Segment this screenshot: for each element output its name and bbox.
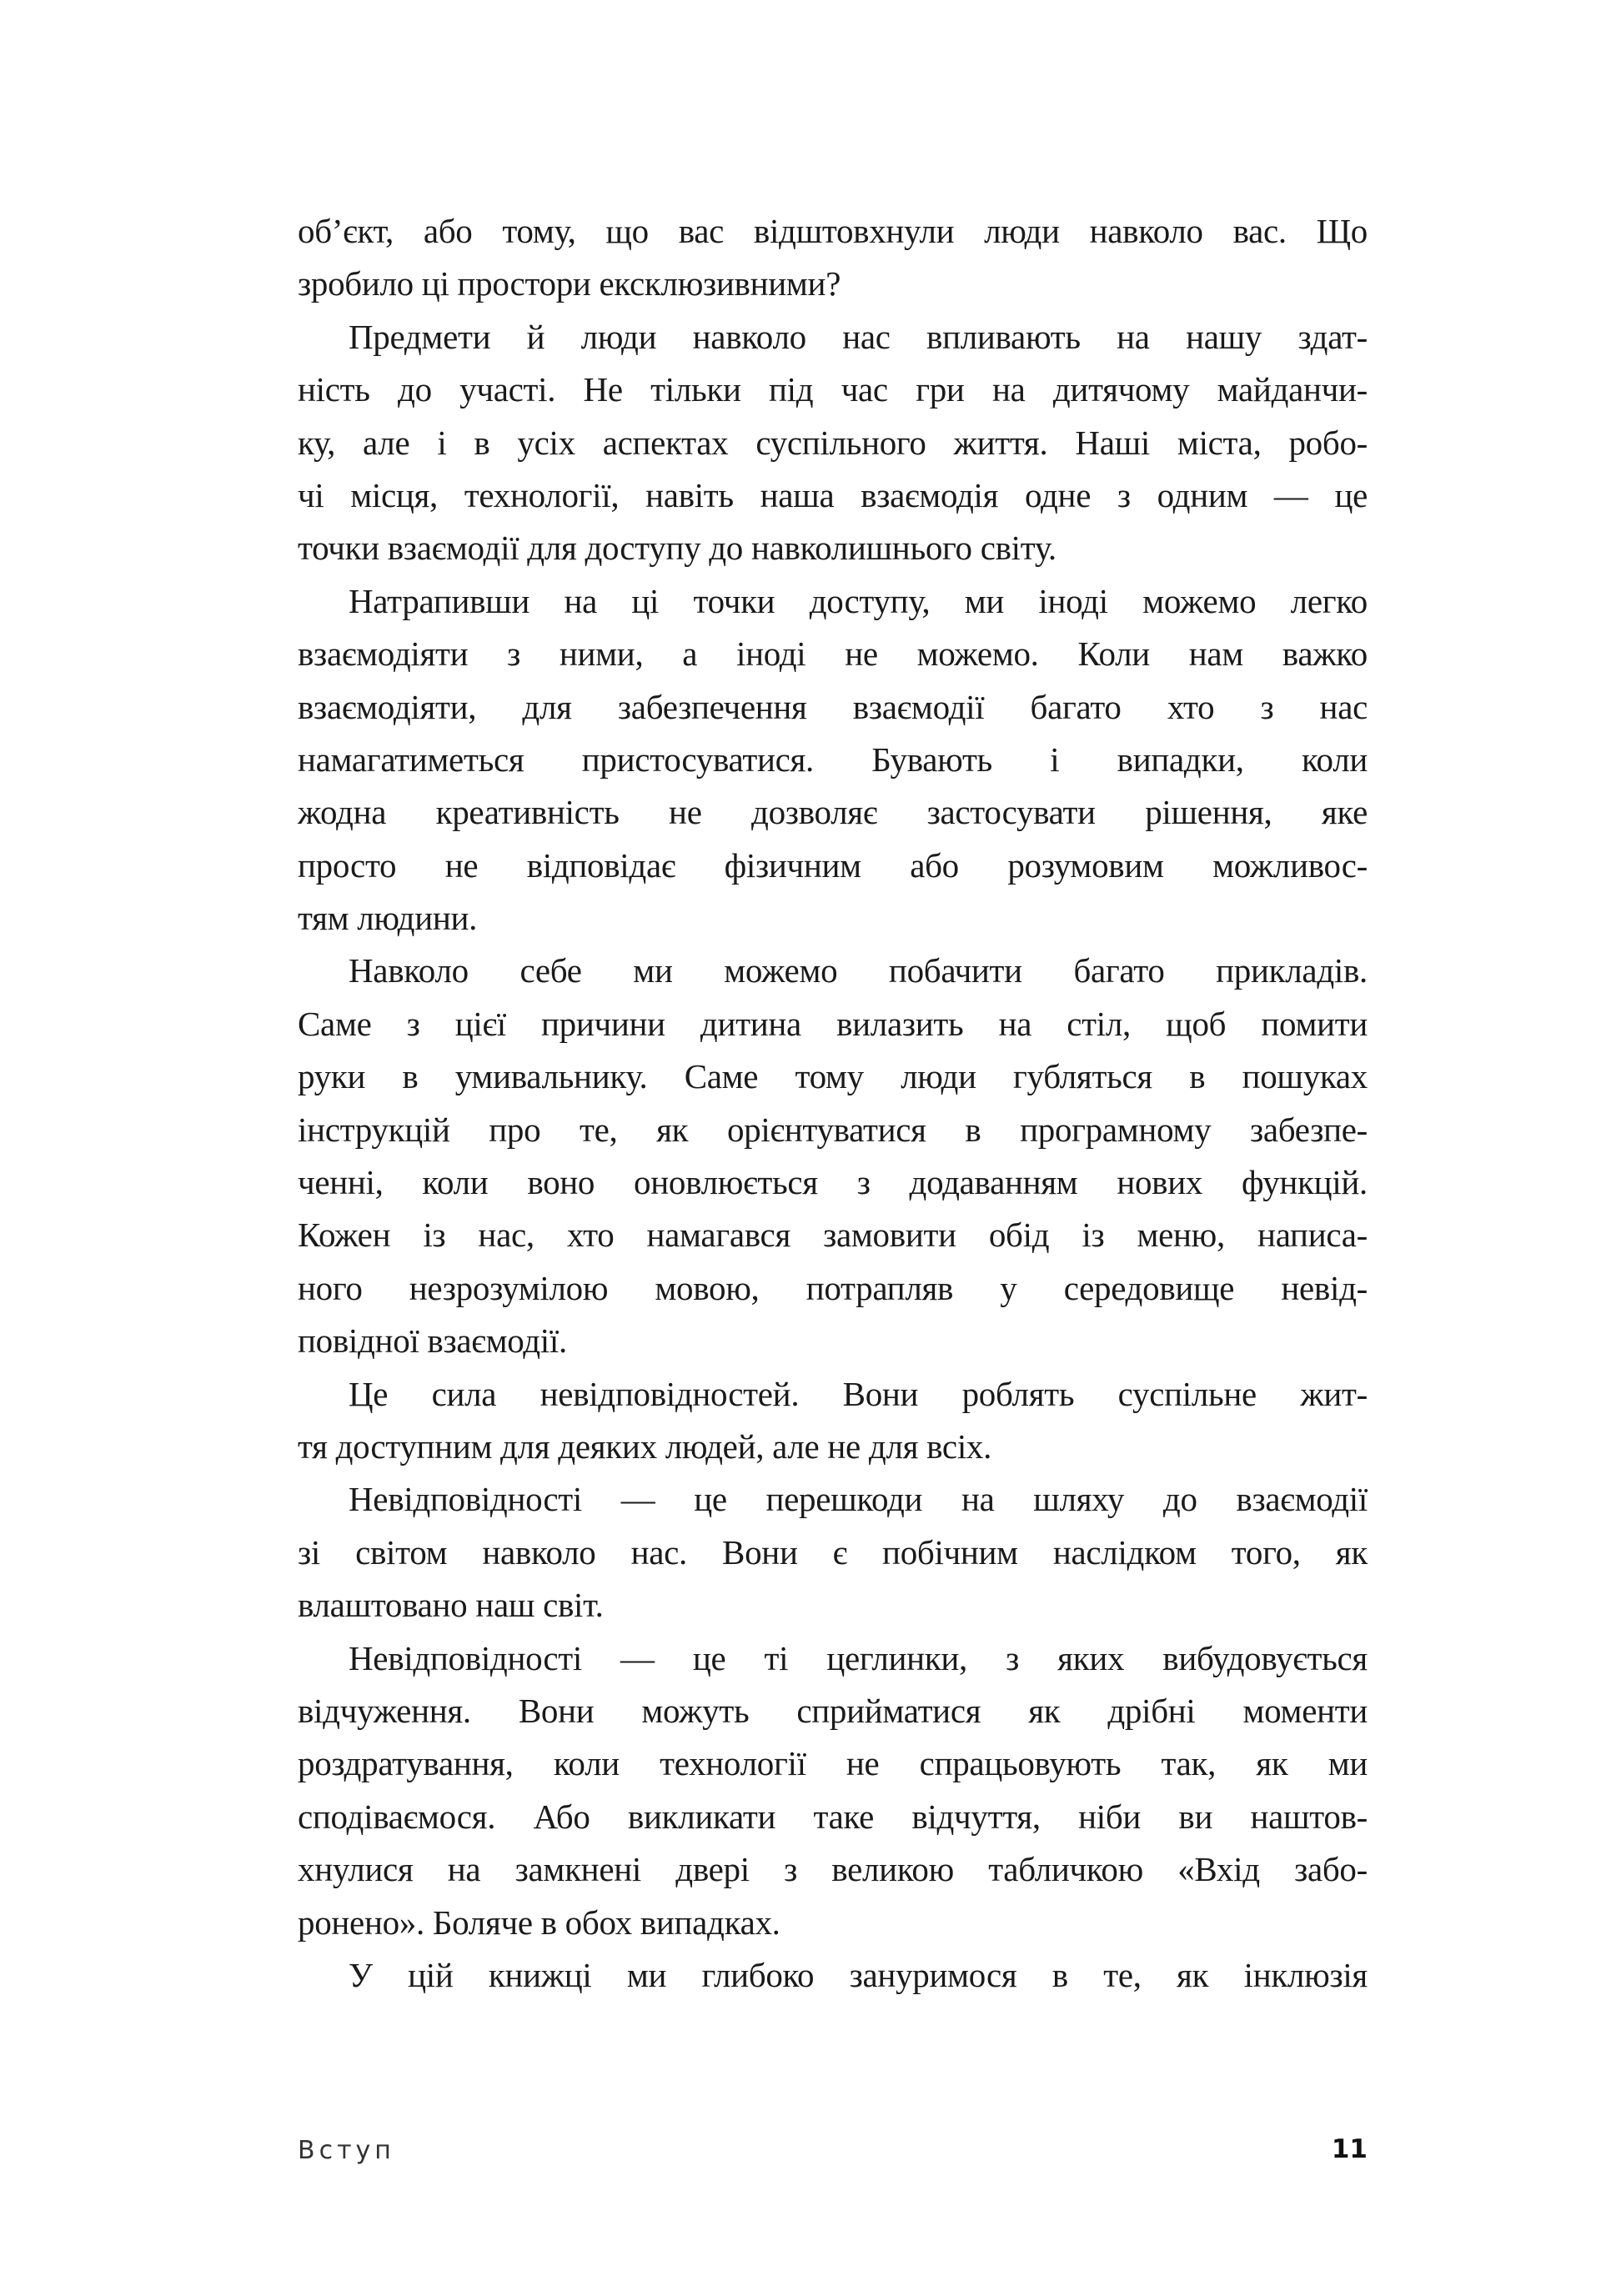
text-line: ність до участі. Не тільки під час гри на дитячому майданчи- — [298, 370, 1368, 409]
paragraph — [298, 1632, 1368, 1949]
text-line: Кожен із нас, хто намагався замовити обід із меню, написа- — [298, 1216, 1368, 1255]
text-line: ронено». Боляче в обох випадках. — [298, 1902, 780, 1942]
paragraph — [298, 575, 1368, 945]
text-line: Навколо себе ми можемо побачити багато прикладів. — [349, 951, 1368, 990]
text-line: Це сила невідповідностей. Вони роблять суспільне жит- — [349, 1374, 1368, 1413]
text-line: влаштовано наш світ. — [298, 1586, 604, 1625]
text-line: Саме з цієї причини дитина вилазить на стіл, щоб помити — [298, 1004, 1368, 1043]
text-line: просто не відповідає фізичним або розумовим можливос- — [298, 845, 1368, 885]
text-line: точки взаємодії для доступу до навколишнього світу. — [298, 529, 1056, 568]
text-line: повідної взаємодії. — [298, 1321, 567, 1361]
text-line: відчуження. Вони можуть сприйматися як дрібні моменти — [298, 1691, 1368, 1730]
paragraph — [298, 1473, 1368, 1632]
text-line: сподіваємося. Або викликати таке відчуття, ніби ви наштов- — [298, 1797, 1368, 1836]
text-line: руки в умивальнику. Саме тому люди губляться в пошуках — [298, 1057, 1368, 1096]
text-line: інструкцій про те, як орієнтуватися в програмному забезпе- — [298, 1110, 1368, 1149]
text-line: намагатиметься пристосуватися. Бувають і випадки, коли — [298, 739, 1368, 779]
text-line: жодна креативність не дозволяє застосувати рішення, яке — [298, 793, 1368, 832]
text-line: Невідповідності — це ті цеглинки, з яких вибудовується — [349, 1638, 1368, 1677]
page-number: 11 — [1331, 2134, 1368, 2164]
text-line: ного незрозумілою мовою, потрапляв у середовище невід- — [298, 1268, 1368, 1307]
text-line: ченні, коли воно оновлюється з додаванням нових функцій. — [298, 1163, 1368, 1202]
running-footer-section-title: Вступ — [298, 2136, 395, 2165]
body-text — [298, 205, 1368, 2002]
paragraph — [298, 205, 1368, 311]
text-line: Невідповідності — це перешкоди на шляху до взаємодії — [349, 1480, 1368, 1519]
text-line: тя доступним для деяких людей, але не для всіх. — [298, 1426, 992, 1466]
text-line: взаємодіяти, для забезпечення взаємодії багато хто з нас — [298, 687, 1368, 726]
text-line: чі місця, технології, навіть наша взаємодія одне з одним — це — [298, 475, 1368, 514]
paragraph — [298, 1368, 1368, 1474]
text-line: ку, але і в усіх аспектах суспільного життя. Наші міста, робо- — [298, 423, 1368, 462]
text-line: зі світом навколо нас. Вони є побічним наслідком того, як — [298, 1532, 1368, 1572]
paragraph — [298, 311, 1368, 575]
text-line: тям людини. — [298, 899, 478, 938]
text-line: роздратування, коли технології не спрацьовують так, як ми — [298, 1744, 1368, 1783]
text-line: об’єкт, або тому, що вас відштовхнули люди навколо вас. Що — [298, 212, 1368, 250]
text-line: хнулися на замкнені двері з великою табличкою «Вхід забо- — [298, 1850, 1368, 1889]
text-line: зробило ці простори ексклюзивними? — [298, 264, 841, 303]
text-line: Натрапивши на ці точки доступу, ми іноді можемо легко — [349, 581, 1368, 620]
paragraph — [298, 1949, 1368, 2002]
text-line: Предмети й люди навколо нас впливають на нашу здат- — [349, 317, 1368, 356]
text-line: взаємодіяти з ними, а іноді не можемо. Коли нам важко — [298, 634, 1368, 674]
paragraph — [298, 945, 1368, 1367]
text-line: У цій книжці ми глибоко зануримося в те, як інклюзія — [349, 1955, 1368, 1994]
